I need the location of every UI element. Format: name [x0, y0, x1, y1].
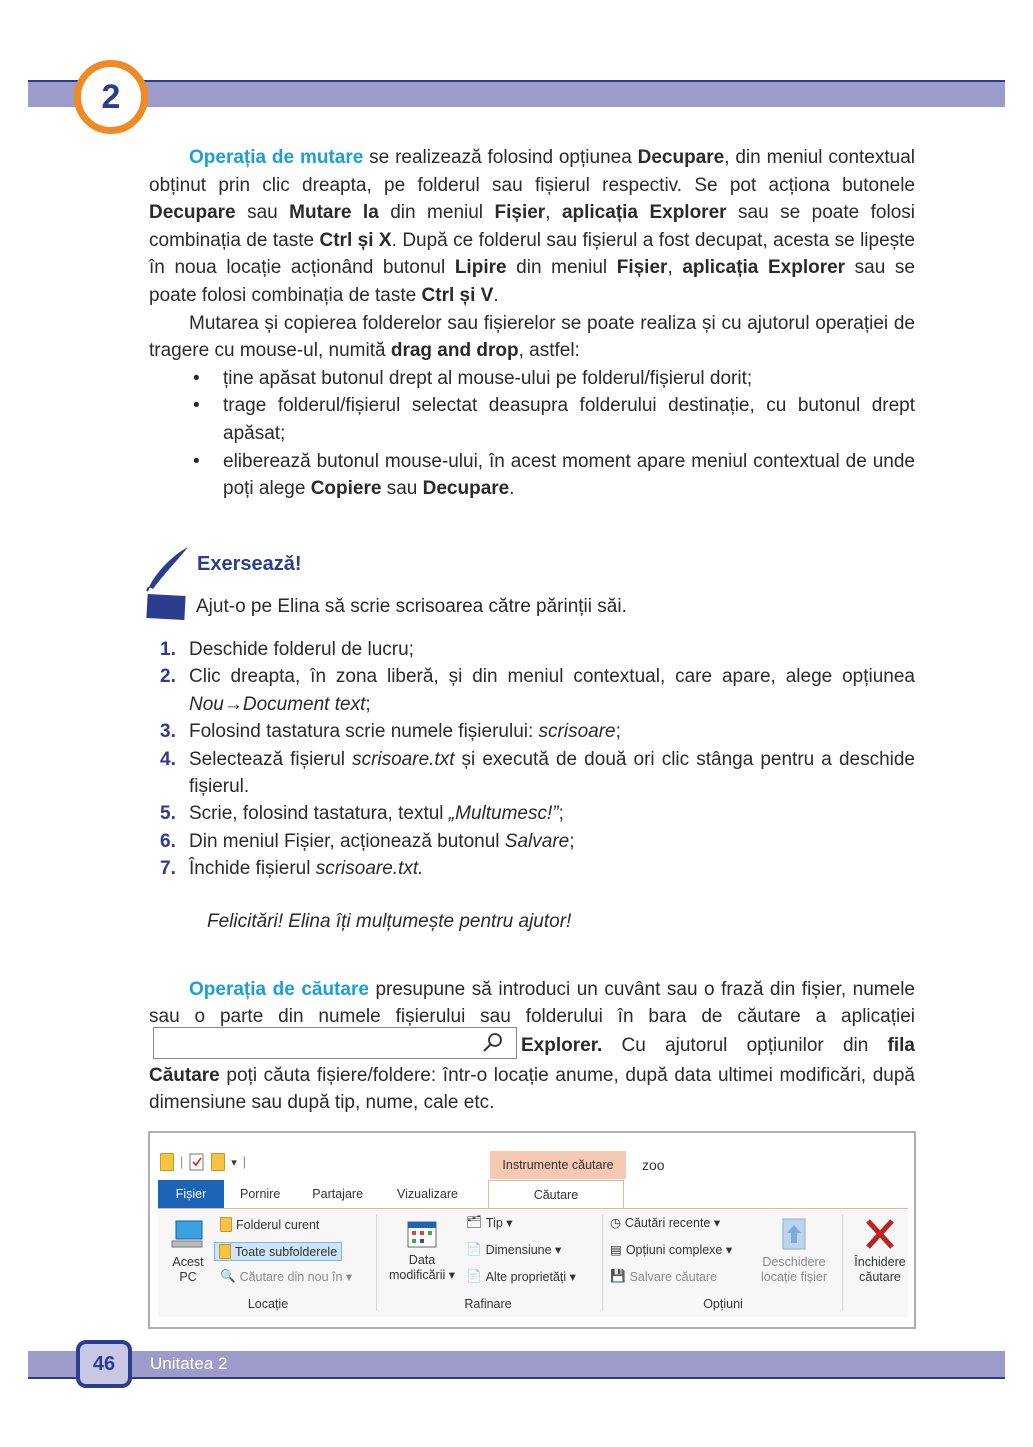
group-separator	[842, 1215, 843, 1311]
search-again-label: Căutare din nou în ▾	[239, 1270, 353, 1284]
bold-text: Ctrl și V	[421, 284, 494, 306]
search-again-icon: 🔍	[220, 1269, 236, 1283]
search-operation-paragraph	[149, 976, 915, 1116]
step-number: 6.	[160, 830, 176, 852]
text-span: ,	[667, 257, 683, 279]
new-folder-icon[interactable]	[211, 1153, 225, 1171]
bold-text: Decupare	[422, 478, 510, 500]
bold-text: fila Căutare	[149, 1035, 915, 1086]
open-location-icon	[779, 1217, 809, 1251]
search-bar-example[interactable]	[153, 1027, 517, 1059]
italic-text: Nou→Document text	[189, 693, 366, 715]
text-span: și execută de două ori clic stânga pentru a deschide fișierul.	[189, 748, 915, 798]
computer-icon	[170, 1219, 206, 1251]
header-band	[28, 80, 1005, 107]
text-span: .	[493, 284, 499, 306]
recent-searches-button[interactable]	[610, 1215, 720, 1230]
bold-text: aplicația Explorer	[682, 257, 846, 279]
text-span: .	[509, 478, 515, 500]
save-icon: 💾	[610, 1269, 626, 1283]
bold-text: Decupare	[637, 147, 725, 168]
type-button[interactable]	[466, 1215, 513, 1230]
bold-text: Fișier	[616, 257, 668, 279]
text-span: se realizează folosind opțiunea	[363, 147, 638, 168]
explorer-search-ribbon	[148, 1131, 916, 1329]
all-subfolders-button[interactable]	[214, 1242, 342, 1261]
folder-icon[interactable]	[160, 1153, 174, 1171]
move-operation-section	[149, 144, 915, 503]
size-label: Dimensiune ▾	[485, 1243, 562, 1257]
unit-label: Unitatea 2	[150, 1354, 228, 1373]
move-operation-paragraph	[149, 144, 915, 310]
all-subfolders-label: Toate subfolderele	[235, 1244, 338, 1259]
other-properties-button[interactable]	[466, 1269, 576, 1284]
bold-text: Mutare la	[289, 202, 379, 224]
search-tools-context-tab: Instrumente căutare	[490, 1151, 626, 1179]
quick-access-toolbar	[160, 1153, 246, 1171]
text-span: ;	[558, 803, 564, 825]
current-folder-button[interactable]	[220, 1217, 319, 1232]
list-item	[149, 448, 915, 503]
text-span: sau se poate folosi combinația de taste	[149, 202, 915, 251]
text-span: ;	[365, 693, 371, 715]
chapter-number-badge	[74, 60, 148, 134]
step-text: Închide fișierul	[189, 858, 316, 880]
this-pc-label: PC	[179, 1270, 197, 1284]
ribbon-tabs	[158, 1180, 624, 1208]
page-number-badge	[76, 1340, 132, 1388]
italic-text: scrisoare.txt	[352, 748, 455, 770]
search-operation-term: Operația de căutare	[189, 979, 369, 1000]
step-number: 7.	[160, 858, 176, 880]
step-text: Clic dreapta, în zona liberă, și din meniul contextual, care apare, alege opțiunea	[189, 666, 915, 688]
step-number: 4.	[160, 748, 176, 770]
open-file-location-button[interactable]	[754, 1217, 834, 1285]
advanced-options-button[interactable]	[610, 1242, 732, 1257]
step-number: 2.	[160, 666, 176, 688]
text-span: , astfel:	[518, 340, 580, 362]
tab-file[interactable]: Fișier	[158, 1180, 224, 1208]
list-item	[149, 800, 915, 827]
exercise-title: Exersează!	[197, 553, 302, 575]
document-icon: 📄	[466, 1242, 482, 1256]
italic-text: scrisoare	[538, 721, 616, 743]
properties-icon[interactable]	[189, 1153, 205, 1171]
tab-home[interactable]: Pornire	[240, 1187, 281, 1201]
list-item	[149, 828, 915, 855]
current-folder-label: Folderul curent	[236, 1217, 320, 1232]
bold-text: aplicația Explorer	[561, 202, 727, 224]
open-file-location-label: locație fișier	[761, 1270, 827, 1284]
group-separator	[602, 1215, 603, 1311]
bold-text: Lipire	[454, 257, 507, 279]
chapter-number: 2	[101, 77, 121, 116]
text-span: ,	[545, 202, 562, 224]
calendar-icon	[406, 1219, 438, 1249]
text-span: presupune să introduci un cuvânt sau o frază din fișier, numele sau o parte din numele fișierului sau folderului în bara de căutare a aplicației	[149, 979, 915, 1027]
text-span: , din meniul contextual obținut prin clic dreapta, pe folderul sau fișierul respectiv. Se pot acționa butonele	[149, 147, 915, 196]
list-item	[149, 718, 915, 745]
close-search-button[interactable]	[846, 1217, 914, 1285]
save-search-label: Salvare căutare	[629, 1269, 718, 1284]
separator: |	[180, 1155, 184, 1169]
this-pc-label: Acest	[172, 1255, 204, 1269]
step-text: Deschide folderul de lucru;	[189, 639, 414, 660]
drag-drop-paragraph	[149, 310, 915, 365]
text-span: Cu ajutorul opțiunilor din	[602, 1035, 888, 1057]
bold-text: drag and drop	[390, 340, 519, 362]
tab-search[interactable]: Căutare	[488, 1180, 624, 1208]
bold-text: Explorer.	[521, 1035, 603, 1057]
text-span: Mutarea și copierea folderelor sau fișierelor se poate realiza și cu ajutorul operației de tragere cu mouse-ul, numită	[149, 312, 915, 362]
text-span: sau	[381, 478, 423, 500]
search-icon	[482, 1032, 504, 1054]
save-search-button[interactable]	[610, 1269, 717, 1284]
bullet-text: eliberează butonul mouse-ului, în acest moment apare meniul contextual de unde poți alege	[223, 450, 915, 500]
bullet-text: ține apăsat butonul drept al mouse-ului pe folderul/fișierul dorit;	[223, 367, 753, 389]
type-icon: 🗂	[466, 1215, 482, 1229]
list-item	[149, 392, 915, 447]
search-operation-section	[149, 976, 915, 1116]
list-item	[149, 663, 915, 718]
this-pc-button[interactable]	[166, 1219, 210, 1285]
list-item	[149, 365, 915, 393]
drag-drop-bullet-list	[149, 365, 915, 503]
ribbon-panel	[158, 1209, 908, 1317]
bold-text: Ctrl și X	[319, 229, 392, 251]
date-modified-label: modificării ▾	[388, 1268, 455, 1282]
bold-text: Decupare	[149, 202, 236, 224]
open-file-location-label: Deschidere	[762, 1255, 826, 1269]
advanced-options-label: Opțiuni complexe ▾	[625, 1243, 733, 1257]
move-operation-term: Operația de mutare	[189, 147, 364, 168]
tab-share[interactable]: Partajare	[312, 1187, 364, 1201]
step-text: Scrie, folosind tastatura, textul	[189, 803, 449, 825]
group-label-location: Locație	[247, 1297, 289, 1311]
bold-text: Fișier	[494, 202, 546, 224]
recent-searches-icon: ◷	[610, 1216, 621, 1230]
text-span: din meniul	[378, 202, 495, 224]
size-button[interactable]	[466, 1242, 561, 1257]
italic-text: Salvare	[504, 830, 570, 852]
type-label: Tip ▾	[485, 1216, 513, 1230]
tab-view[interactable]: Vizualizare	[397, 1187, 458, 1201]
date-modified-label: Data	[408, 1253, 436, 1267]
exercise-steps-list	[149, 636, 915, 883]
text-span: . După ce folderul sau fișierul a fost decupat, acesta se lipește în noua locație acționând butonul	[149, 229, 915, 279]
group-label-refine: Rafinare	[464, 1297, 512, 1311]
text-span: sau se poate folosi combinația de taste	[149, 257, 915, 306]
close-search-label: căutare	[859, 1270, 901, 1284]
step-text: Folosind tastatura scrie numele fișierului:	[189, 721, 539, 743]
close-icon	[864, 1217, 896, 1251]
bold-text: Copiere	[310, 478, 382, 500]
close-search-label: Închidere	[854, 1255, 906, 1269]
step-number: 5.	[160, 803, 176, 825]
text-span: din meniul	[506, 257, 617, 279]
step-number: 3.	[160, 721, 176, 743]
separator: |	[242, 1155, 247, 1169]
italic-text: „Multumesc!”	[448, 803, 559, 825]
page-number: 46	[92, 1352, 116, 1375]
text-span: sau	[235, 202, 290, 224]
date-modified-button[interactable]	[384, 1219, 460, 1283]
text-span: ;	[615, 721, 621, 743]
recent-searches-label: Căutări recente ▾	[624, 1216, 721, 1230]
folder-icon	[220, 1217, 232, 1232]
step-text: Din meniul Fișier, acționează butonul	[189, 830, 505, 852]
bullet-text: trage folderul/fișierul selectat deasupra folderului destinație, cu butonul drept apăsat;	[223, 395, 915, 444]
list-item	[149, 855, 915, 882]
step-text: Selectează fișierul	[189, 748, 353, 770]
group-separator	[376, 1215, 377, 1311]
text-span: ;	[569, 830, 575, 852]
text-span: poți căuta fișiere/foldere: într-o locație anume, după data ultimei modificări, după dimensiune sau după tip, nume, cale etc.	[149, 1065, 915, 1113]
exercise-intro: Ajut-o pe Elina să scrie scrisoarea către părinții săi.	[196, 596, 627, 617]
customize-qat-icon[interactable]: ▾	[231, 1156, 237, 1169]
folders-icon	[219, 1244, 231, 1259]
search-again-in-button[interactable]	[220, 1269, 352, 1284]
list-item	[149, 636, 915, 663]
step-number: 1.	[160, 639, 176, 660]
window-title: zoo	[642, 1157, 665, 1173]
group-label-options: Opțiuni	[703, 1297, 743, 1311]
other-properties-label: Alte proprietăți ▾	[485, 1270, 576, 1284]
list-item	[149, 746, 915, 801]
congratulations-text: Felicitări! Elina îți mulțumește pentru ajutor!	[207, 911, 572, 932]
advanced-options-icon: ▤	[610, 1243, 622, 1257]
document-icon: 📄	[466, 1269, 482, 1283]
italic-text: scrisoare.txt.	[315, 858, 424, 880]
quill-pen-icon	[143, 545, 193, 625]
